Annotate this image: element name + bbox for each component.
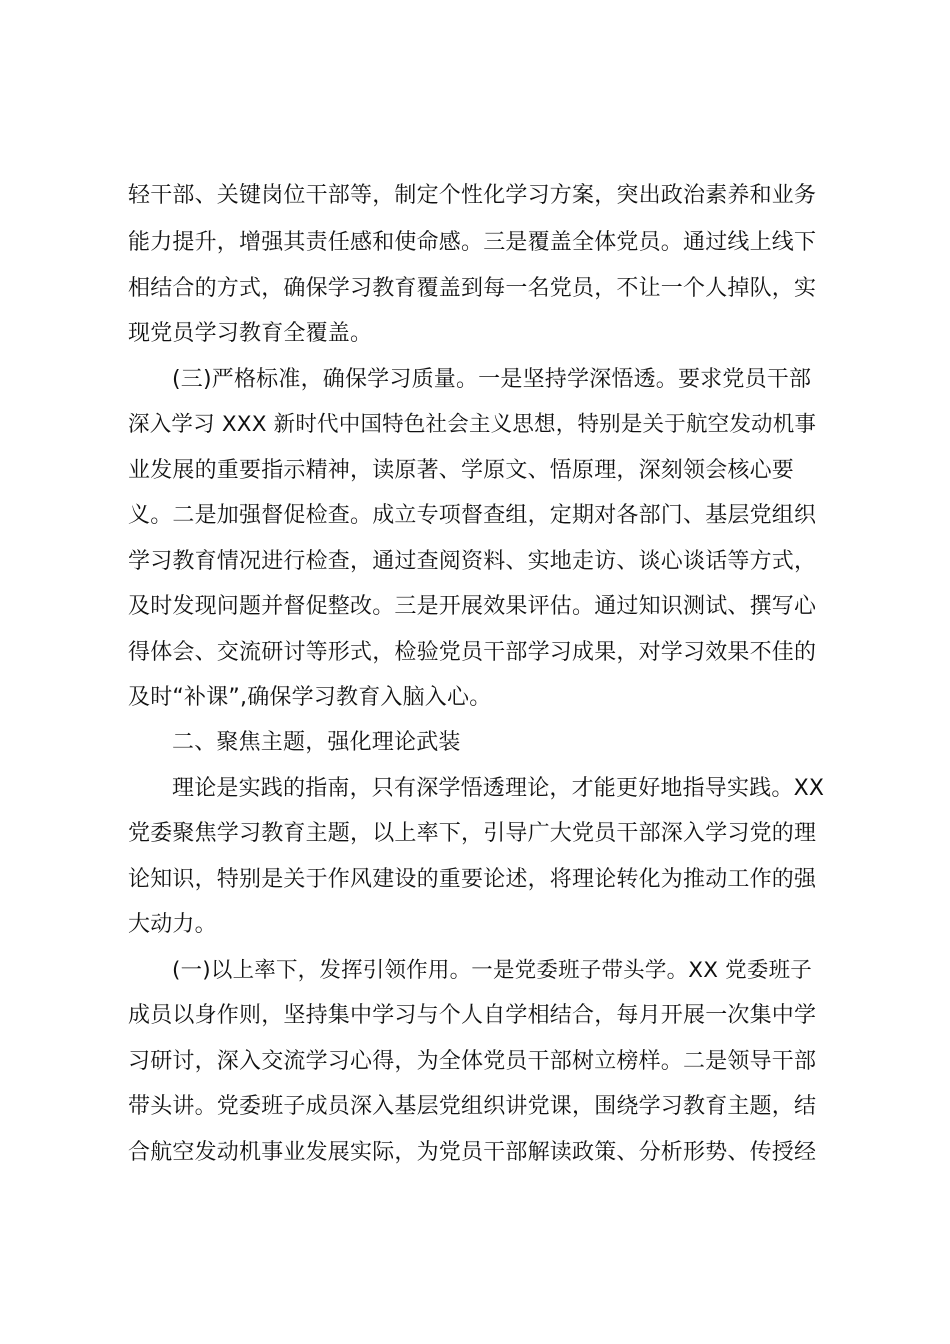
text-line: 合航空发动机事业发展实际，为党员干部解读政策、分析形势、传授经 <box>128 1140 817 1165</box>
chapter-heading: 二、聚焦主题，强化理论武装 <box>172 730 461 755</box>
section-heading-line: (三)严格标准，确保学习质量。一是坚持学深悟透。要求党员干部 <box>172 367 812 392</box>
text-line: 现党员学习教育全覆盖。 <box>128 321 373 346</box>
text-line: 及时发现问题并督促整改。三是开展效果评估。通过知识测试、撰写心 <box>128 594 817 619</box>
text-line: 能力提升，增强其责任感和使命感。三是覆盖全体党员。通过线上线下 <box>128 230 817 255</box>
text-line: 习研讨，深入交流学习心得，为全体党员干部树立榜样。二是领导干部 <box>128 1049 817 1074</box>
text-line: 相结合的方式，确保学习教育覆盖到每一名党员，不让一个人掉队，实 <box>128 276 817 301</box>
section-heading-line: (一)以上率下，发挥引领作用。一是党委班子带头学。XX 党委班子 <box>172 958 812 983</box>
text-line: 带头讲。党委班子成员深入基层党组织讲党课，围绕学习教育主题，结 <box>128 1094 817 1119</box>
text-line: 及时“补课”,确保学习教育入脑入心。 <box>128 685 492 710</box>
text-line: 业发展的重要指示精神，读原著、学原文、悟原理，深刻领会核心要 <box>128 458 795 483</box>
text-line: 论知识，特别是关于作风建设的重要论述，将理论转化为推动工作的强 <box>128 867 817 892</box>
text-line: 大动力。 <box>128 912 217 937</box>
text-line: 学习教育情况进行检查，通过查阅资料、实地走访、谈心谈话等方式， <box>128 549 817 574</box>
text-line: 轻干部、关键岗位干部等，制定个性化学习方案，突出政治素养和业务 <box>128 183 817 208</box>
text-line: 理论是实践的指南，只有深学悟透理论，才能更好地指导实践。XX <box>172 776 825 801</box>
text-line: 党委聚焦学习教育主题，以上率下，引导广大党员干部深入学习党的理 <box>128 821 817 846</box>
text-line: 义。二是加强督促检查。成立专项督查组，定期对各部门、基层党组织 <box>128 503 817 528</box>
text-line: 深入学习 XXX 新时代中国特色社会主义思想，特别是关于航空发动机事 <box>128 412 817 437</box>
text-line: 得体会、交流研讨等形式，检验党员干部学习成果，对学习效果不佳的 <box>128 640 817 665</box>
text-line: 成员以身作则，坚持集中学习与个人自学相结合，每月开展一次集中学 <box>128 1003 817 1028</box>
